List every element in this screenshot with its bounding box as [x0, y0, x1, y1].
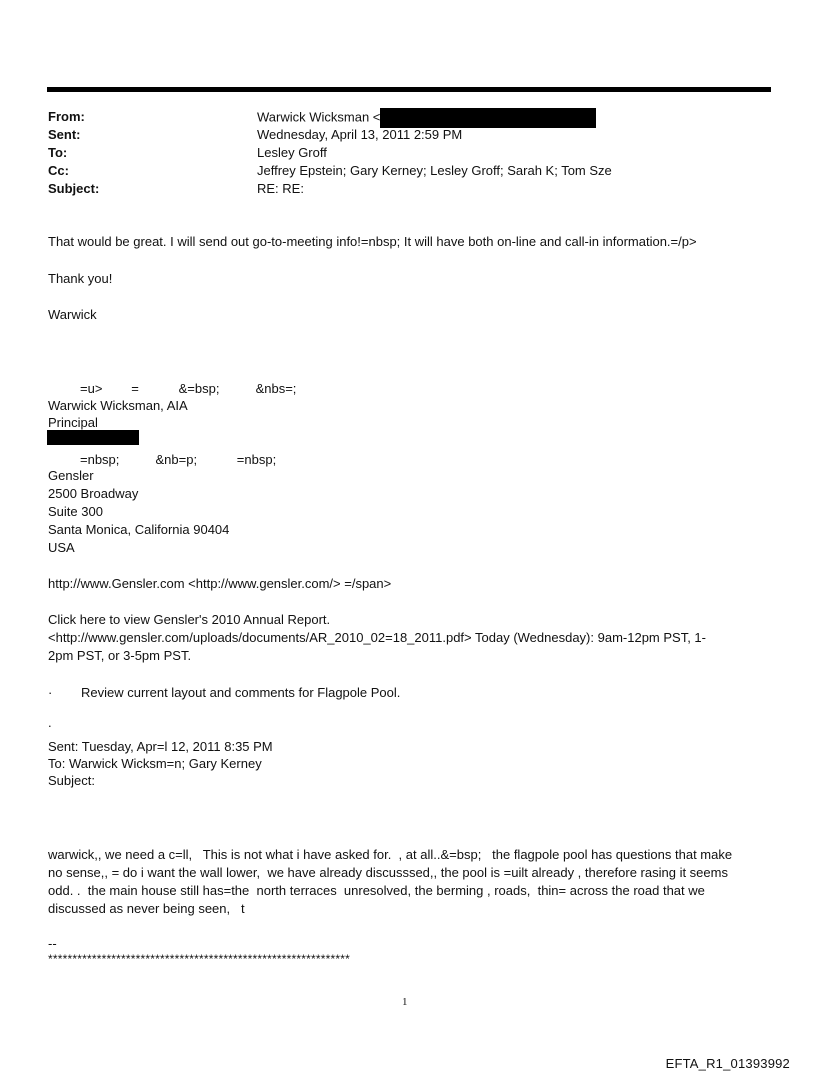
bullet-marker: · — [48, 685, 53, 700]
bullet-text: Review current layout and comments for Flagpole Pool. — [81, 685, 401, 700]
bullet-item — [48, 684, 400, 702]
message-line-1: warwick,, we need a c=ll, This is not what i have asked for. , at all..&=bsp; the flagpole pool has questions that make — [48, 847, 733, 862]
sent-value: Wednesday, April 13, 2011 2:59 PM — [257, 127, 463, 142]
website-link[interactable]: http://www.Gensler.com <http://www.gensler.com/> =/span> — [48, 576, 392, 591]
prev-sent-line: Sent: Tuesday, Apr=l 12, 2011 8:35 PM — [48, 739, 273, 754]
message-line-2: no sense,, = do i want the wall lower, we have already discusssed,, the pool is =uilt already , therefore rasing it seems — [48, 865, 728, 880]
address-line-4: USA — [48, 540, 75, 555]
garbled-line-1: =u> = &=bsp; &nbs=; — [80, 381, 297, 396]
header-rule — [47, 87, 771, 92]
bates-number: EFTA_R1_01393992 — [665, 1056, 790, 1071]
from-value — [257, 108, 596, 128]
redaction-box — [380, 108, 596, 128]
to-label: To: — [48, 145, 68, 160]
thanks-line: Thank you! — [48, 271, 113, 286]
sent-label: Sent: — [48, 127, 81, 142]
annual-report-line-3: 2pm PST, or 3-5pm PST. — [48, 648, 192, 663]
cc-value: Jeffrey Epstein; Gary Kerney; Lesley Groff; Sarah K; Tom Sze — [257, 163, 612, 178]
redaction-box-2 — [47, 430, 139, 445]
page-number: 1 — [402, 996, 408, 1008]
body-line-1: That would be great. I will send out go-to-meeting info!=nbsp; It will have both on-line and call-in information.=/p> — [48, 234, 697, 249]
signature-name: Warwick Wicksman, AIA — [48, 398, 188, 413]
from-label: From: — [48, 109, 85, 124]
company-name: Gensler — [48, 468, 94, 483]
prev-to-line: To: Warwick Wicksm=n; Gary Kerney — [48, 756, 262, 771]
address-line-3: Santa Monica, California 90404 — [48, 522, 230, 537]
separator-dot: . — [48, 715, 52, 730]
message-line-4: discussed as never being seen, t — [48, 901, 245, 916]
subject-value: RE: RE: — [257, 181, 304, 196]
annual-report-line-1: Click here to view Gensler's 2010 Annual Report. — [48, 612, 331, 627]
cc-label: Cc: — [48, 163, 69, 178]
to-value: Lesley Groff — [257, 145, 327, 160]
garbled-line-2: =nbsp; &nb=p; =nbsp; — [80, 452, 277, 467]
address-line-1: 2500 Broadway — [48, 486, 139, 501]
sign-line: Warwick — [48, 307, 97, 322]
address-line-2: Suite 300 — [48, 504, 103, 519]
annual-report-link[interactable]: <http://www.gensler.com/uploads/documents/AR_2010_02=18_2011.pdf> Today (Wednesday): 9am-12pm PST, 1- — [48, 630, 706, 645]
subject-label: Subject: — [48, 181, 100, 196]
message-line-3: odd. . the main house still has=the north terraces unresolved, the berming , roads, thin= across the road that we — [48, 883, 705, 898]
signature-dash: -- — [48, 936, 57, 951]
from-name: Warwick Wicksman < — [257, 109, 381, 125]
prev-subject-line: Subject: — [48, 773, 95, 788]
signature-title: Principal — [48, 415, 98, 430]
star-divider: ************************************************************** — [48, 952, 350, 966]
